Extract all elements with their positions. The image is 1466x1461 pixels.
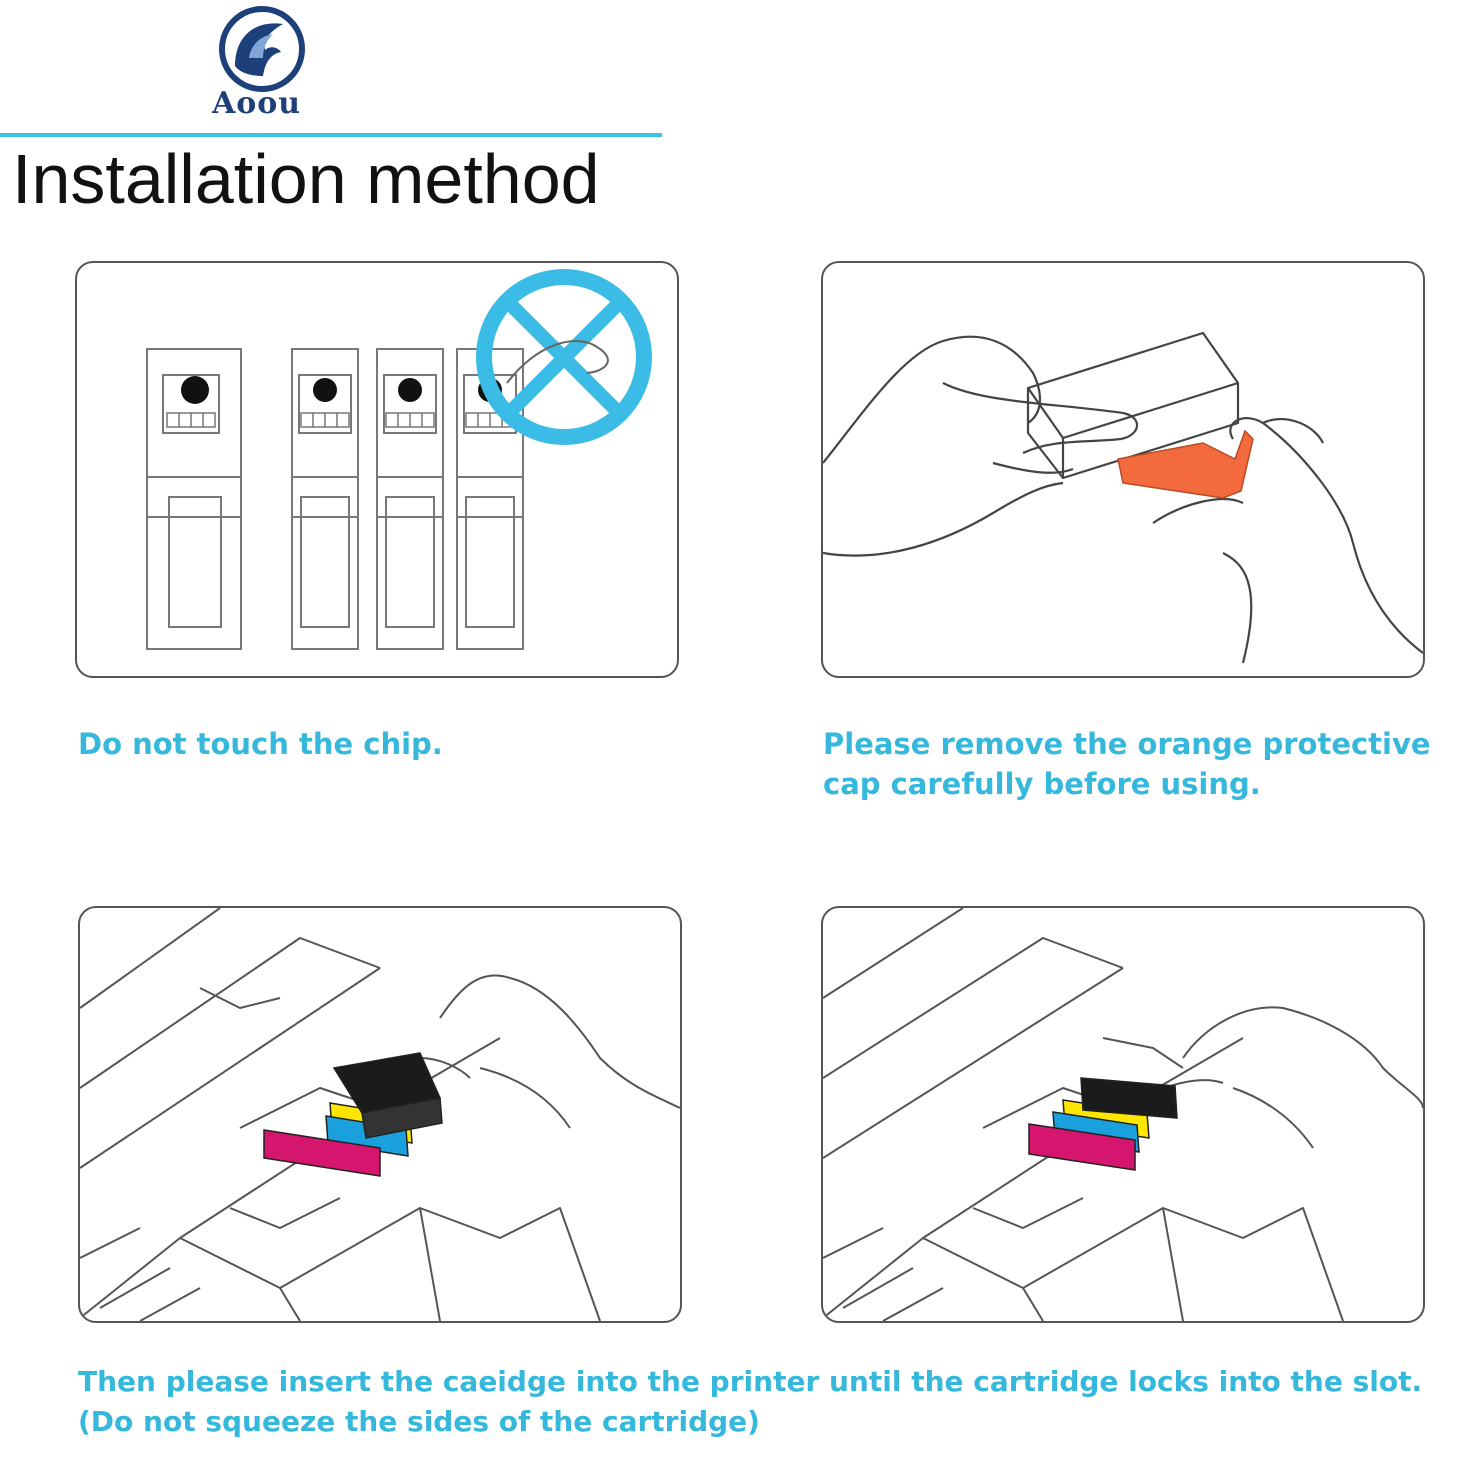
- press-cartridge-icon: [823, 908, 1423, 1321]
- footer-line: Then please insert the caeidge into the printer until the cartridge locks into the slot.: [78, 1365, 1423, 1398]
- footer-line: (Do not squeeze the sides of the cartridge): [78, 1405, 760, 1438]
- page-title: Installation method: [12, 140, 600, 218]
- hands-remove-cap-icon: [823, 263, 1423, 676]
- header-rule: [0, 133, 662, 137]
- step-panel-chip: [75, 261, 679, 678]
- insert-cartridge-icon: [80, 908, 680, 1321]
- cartridge-chip-icon: [77, 263, 677, 676]
- step-caption-chip: [78, 724, 443, 764]
- step-panel-cap: [821, 261, 1425, 678]
- footer-instructions: [78, 1362, 1422, 1442]
- brand-name: Aoou: [212, 86, 302, 121]
- step-panel-insert: [78, 906, 682, 1323]
- orange-cap-icon: [1118, 431, 1253, 498]
- cartridge-set-icon: [1029, 1078, 1177, 1170]
- step-panel-press: [821, 906, 1425, 1323]
- cartridge-set-icon: [264, 1053, 442, 1176]
- caption-line: cap carefully before using.: [823, 767, 1261, 801]
- step-caption-cap: [823, 724, 1431, 804]
- no-touch-icon: [484, 277, 644, 437]
- caption-line: Do not touch the chip.: [78, 727, 443, 761]
- caption-line: Please remove the orange protective: [823, 727, 1431, 761]
